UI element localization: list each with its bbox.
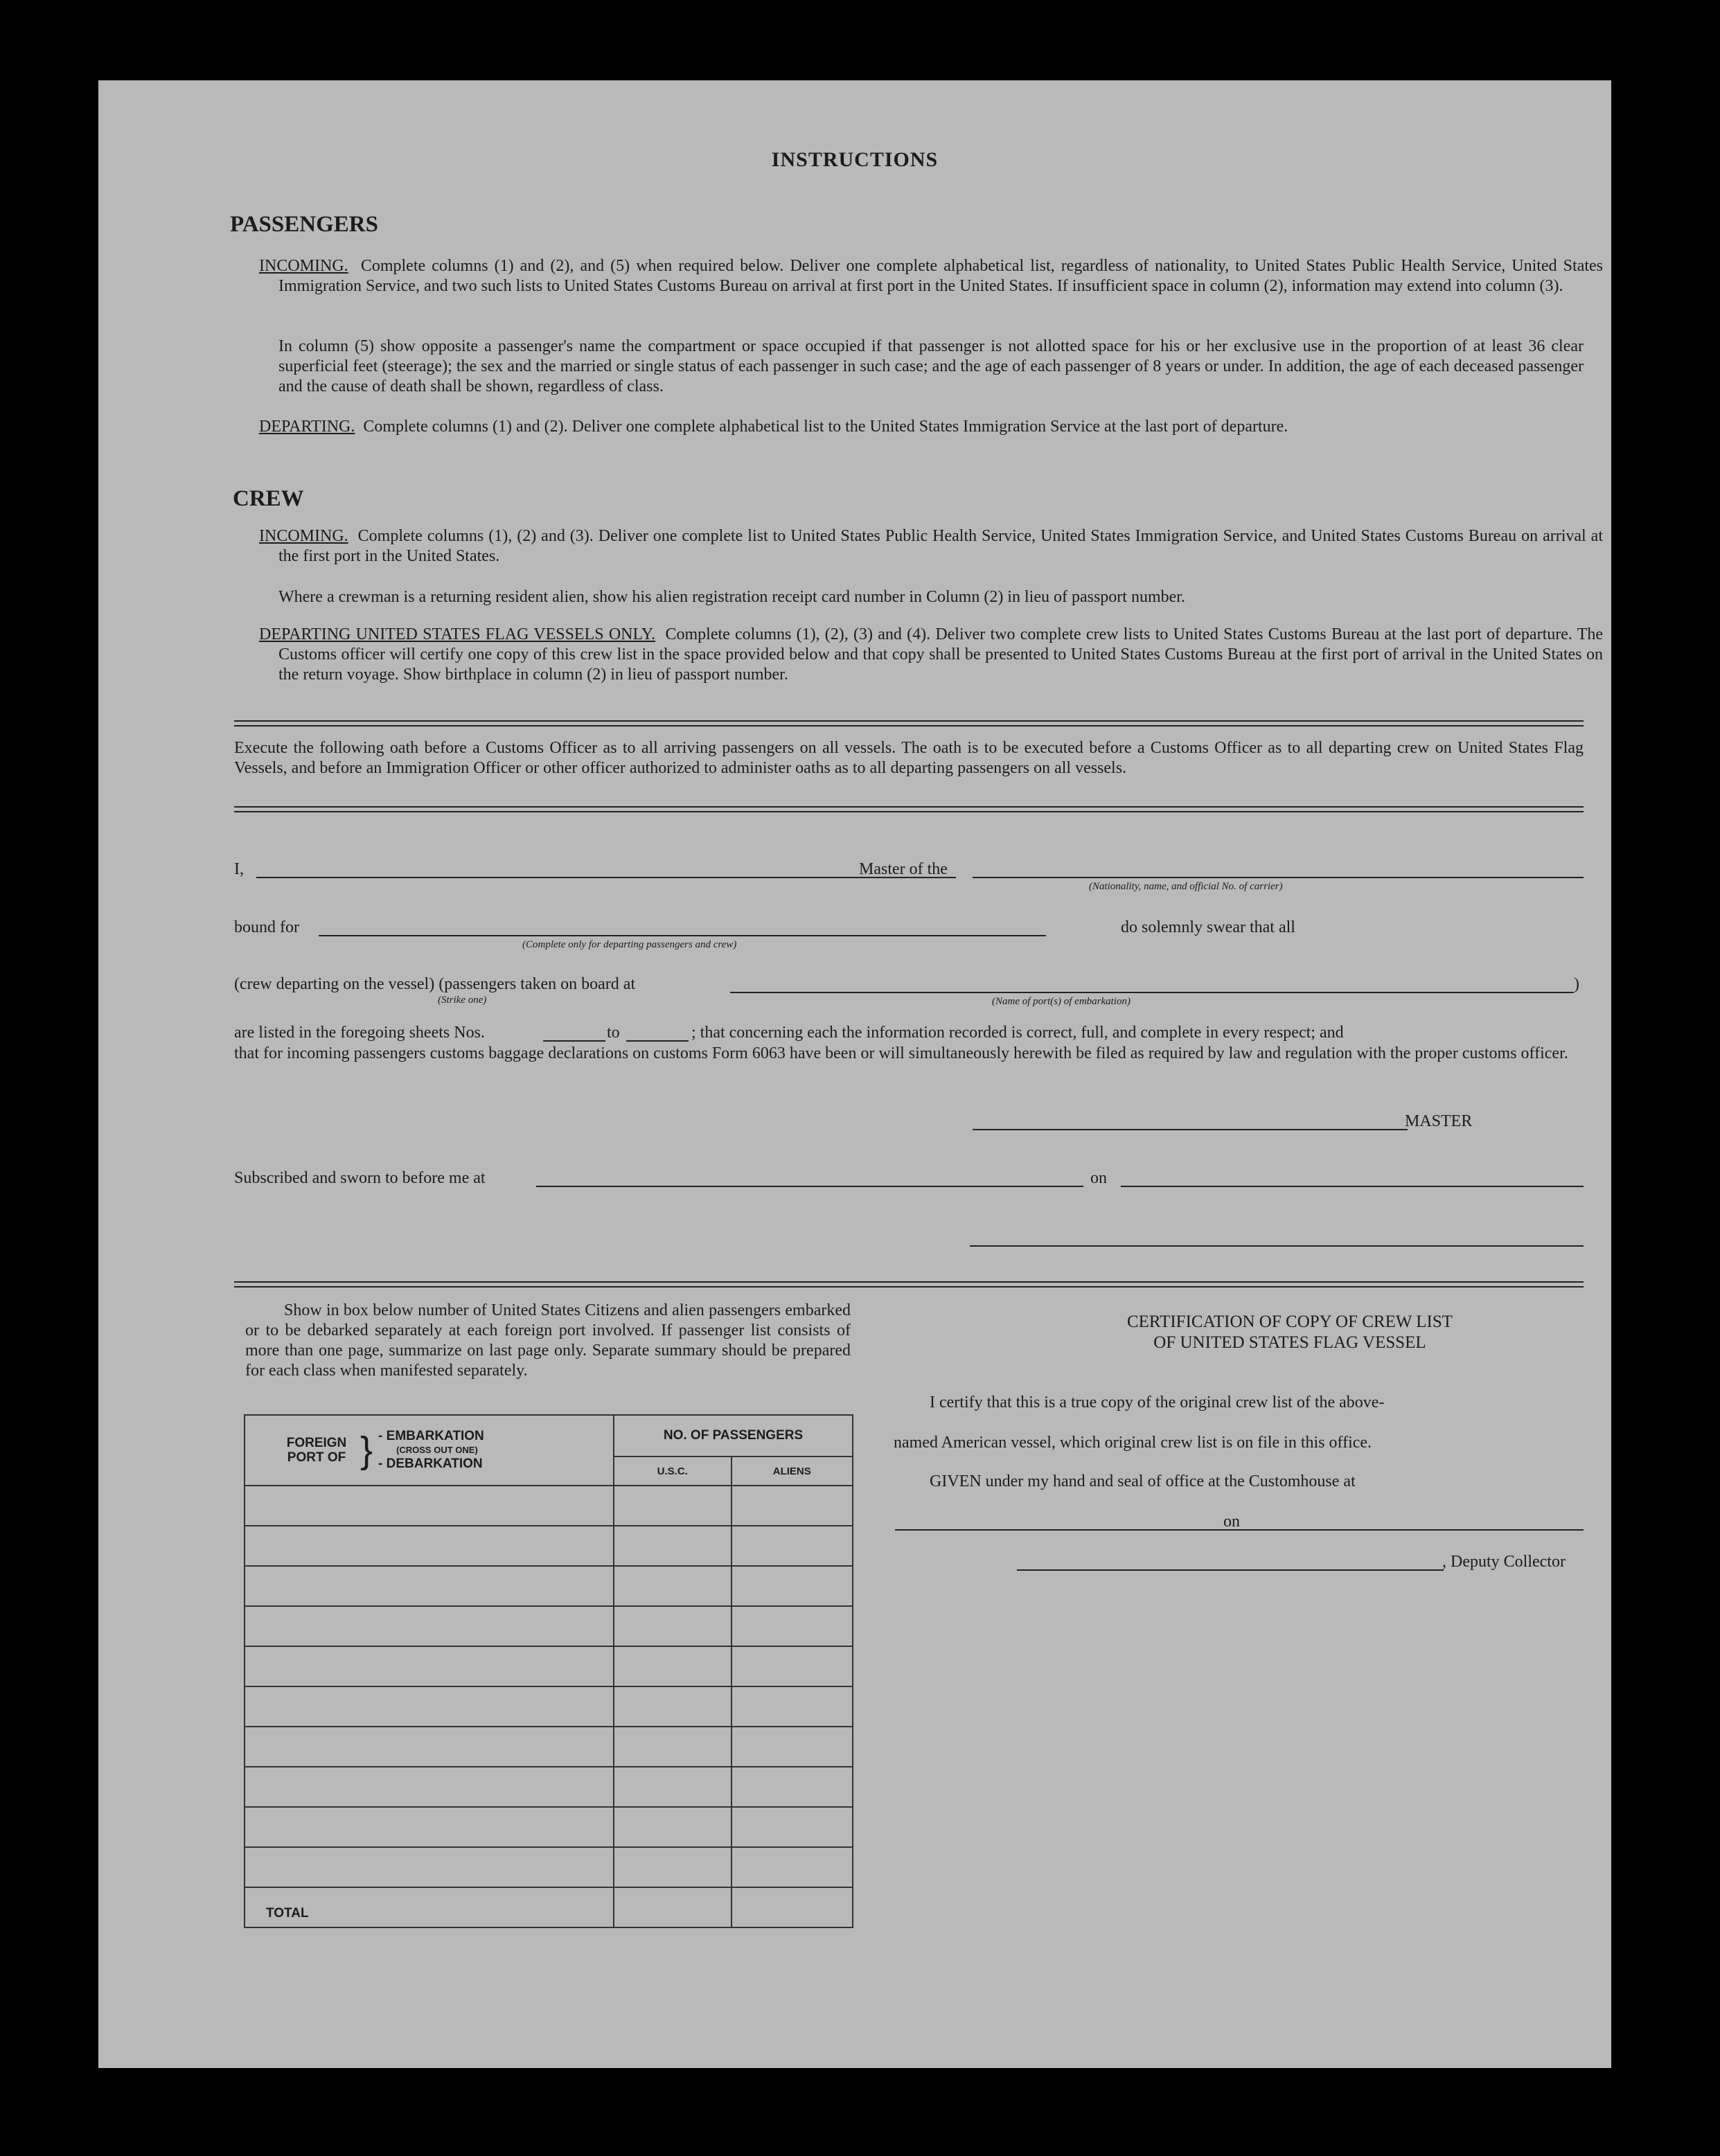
aliens-header: ALIENS <box>732 1456 853 1486</box>
certification-heading-line2: OF UNITED STATES FLAG VESSEL <box>1153 1333 1426 1352</box>
total-row <box>245 1887 853 1927</box>
table-row <box>245 1767 853 1807</box>
usc-cell[interactable] <box>614 1686 731 1727</box>
usc-header: U.S.C. <box>614 1456 731 1486</box>
given-text: GIVEN under my hand and seal of office at the Customhouse at <box>930 1472 1356 1490</box>
passengers-column5-paragraph: In column (5) show opposite a passenger's name the compartment or space occupied if that passenger is not allotted space for his or her exclusive use in the proportion of at least 36 clear superficial feet (steerage); the sex and the married or single status of each passenger in such case; and the age of each passenger of 8 years or under. In addition, the age of each deceased passenger and the cause of death shall be shown, regardless of class. <box>278 337 1584 395</box>
master-signature-field[interactable] <box>973 1129 1408 1130</box>
usc-cell[interactable] <box>614 1727 731 1767</box>
port-cell[interactable] <box>245 1686 614 1727</box>
port-cell[interactable] <box>245 1767 614 1807</box>
aliens-cell[interactable] <box>732 1606 853 1646</box>
usc-cell[interactable] <box>614 1767 731 1807</box>
table-row <box>245 1686 853 1727</box>
aliens-cell[interactable] <box>732 1686 853 1727</box>
foreign-port-label: FOREIGN PORT OF <box>286 1436 347 1465</box>
subscribed-place-field[interactable] <box>536 1186 1083 1187</box>
passengers-incoming-label: INCOMING. <box>259 257 348 275</box>
brace-icon: } <box>360 1429 373 1471</box>
port-cell[interactable] <box>245 1566 614 1606</box>
officer-signature-field[interactable] <box>970 1245 1584 1247</box>
usc-cell[interactable] <box>614 1526 731 1566</box>
summary-instructions: Show in box below number of United States Citizens and alien passengers embarked or to be debarked separately at each foreign port involved. If passenger list consists of more than one page, summarize on last page only. Separate summary should be prepared for each class when manifested separately. <box>245 1301 851 1380</box>
swear-label: do solemnly swear that all <box>1121 918 1295 936</box>
crew-resident-paragraph: Where a crewman is a returning resident alien, show his alien registration receipt card number in Column (2) in lieu of passport number. <box>278 588 1185 606</box>
form-page <box>98 80 1611 2068</box>
no-passengers-header: NO. OF PASSENGERS <box>614 1415 853 1456</box>
deputy-collector-label: , Deputy Collector <box>1442 1553 1566 1571</box>
table-row <box>245 1526 853 1566</box>
usc-cell[interactable] <box>614 1847 731 1887</box>
port-cell[interactable] <box>245 1606 614 1646</box>
total-label: TOTAL <box>245 1887 614 1927</box>
aliens-cell[interactable] <box>732 1526 853 1566</box>
port-cell[interactable] <box>245 1526 614 1566</box>
cross-out-label: (CROSS OUT ONE) <box>396 1445 478 1455</box>
crew-incoming-paragraph <box>259 526 1603 567</box>
listed-prefix: are listed in the foregoing sheets Nos. <box>234 1024 485 1042</box>
aliens-cell[interactable] <box>732 1646 853 1686</box>
carrier-field[interactable] <box>973 877 1584 878</box>
certify-line1: I certify that this is a true copy of the original crew list of the above- <box>930 1393 1385 1411</box>
sheet-from-field[interactable] <box>543 1040 605 1042</box>
crew-departing-label: (crew departing on the vessel) (passengers taken on board at <box>234 975 636 993</box>
aliens-cell[interactable] <box>732 1566 853 1606</box>
subscribed-date-field[interactable] <box>1121 1186 1584 1187</box>
certification-heading-line1: CERTIFICATION OF COPY OF CREW LIST <box>1126 1312 1453 1331</box>
debarkation-label: - DEBARKATION <box>378 1456 483 1471</box>
subscribed-on-label: on <box>1090 1169 1107 1187</box>
table-row <box>245 1566 853 1606</box>
crew-incoming-text: Complete columns (1), (2) and (3). Deliver one complete list to United States Public Health Service, United States Immigration Service, and United States Customs Bureau on arrival at the first port in the United States. <box>278 527 1603 565</box>
usc-cell[interactable] <box>614 1606 731 1646</box>
port-cell[interactable] <box>245 1807 614 1847</box>
usc-total-cell[interactable] <box>614 1887 731 1927</box>
foreign-port-header <box>245 1415 614 1486</box>
passengers-heading: PASSENGERS <box>230 212 378 237</box>
table-row <box>245 1807 853 1847</box>
table-row <box>245 1606 853 1646</box>
divider <box>234 720 1584 727</box>
certify-line2: named American vessel, which original crew list is on file in this office. <box>894 1434 1372 1452</box>
port-cell[interactable] <box>245 1486 614 1526</box>
table-row <box>245 1646 853 1686</box>
passengers-departing-paragraph <box>259 417 1603 437</box>
aliens-cell[interactable] <box>732 1486 853 1526</box>
passengers-incoming-paragraph <box>259 256 1603 296</box>
passengers-departing-label: DEPARTING. <box>259 418 355 436</box>
crew-departing-label: DEPARTING UNITED STATES FLAG VESSELS ONLY. <box>259 625 655 643</box>
close-paren: ) <box>1574 975 1579 993</box>
crew-departing-paragraph <box>259 625 1603 685</box>
listed-suffix: ; that concerning each the information recorded is correct, full, and complete in every respect; and <box>691 1024 1344 1042</box>
port-cell[interactable] <box>245 1847 614 1887</box>
aliens-total-cell[interactable] <box>732 1887 853 1927</box>
table-row <box>245 1486 853 1526</box>
master-label: MASTER <box>1405 1112 1473 1130</box>
sheet-to-field[interactable] <box>626 1040 689 1042</box>
carrier-caption: (Nationality, name, and official No. of carrier) <box>1089 881 1283 892</box>
certification-date-field[interactable] <box>1252 1529 1584 1531</box>
subscribed-label: Subscribed and sworn to before me at <box>234 1169 486 1187</box>
crew-incoming-label: INCOMING. <box>259 527 348 545</box>
crew-heading: CREW <box>233 486 304 511</box>
port-cell[interactable] <box>245 1646 614 1686</box>
port-cell[interactable] <box>245 1727 614 1767</box>
table-row <box>245 1847 853 1887</box>
strike-caption: (Strike one) <box>438 995 487 1006</box>
table-row <box>245 1727 853 1767</box>
bound-caption: (Complete only for departing passengers and crew) <box>522 939 737 950</box>
certification-on-label: on <box>1223 1513 1240 1531</box>
usc-cell[interactable] <box>614 1646 731 1686</box>
page-title: INSTRUCTIONS <box>771 148 939 171</box>
passengers-incoming-text: Complete columns (1) and (2), and (5) when required below. Deliver one complete alphabetical list, regardless of nationality, to United States Public Health Service, United States Immigration Service, and two such lists to United States Customs Bureau on arrival at first port in the United States. If insufficient space in column (2), information may extend into column (3). <box>278 257 1604 295</box>
to-label: to <box>607 1024 620 1042</box>
passenger-summary-table <box>244 1414 853 1928</box>
master-of-label: Master of the <box>859 860 948 878</box>
embarkation-port-field[interactable] <box>730 992 1574 993</box>
bound-for-field[interactable] <box>319 935 1046 936</box>
embarkation-caption: (Name of port(s) of embarkation) <box>992 996 1131 1007</box>
aliens-cell[interactable] <box>732 1727 853 1767</box>
divider <box>234 806 1584 812</box>
embarkation-label: - EMBARKATION <box>378 1429 484 1443</box>
usc-cell[interactable] <box>614 1566 731 1606</box>
certification-heading <box>992 1312 1588 1353</box>
aliens-cell[interactable] <box>732 1847 853 1887</box>
deputy-signature-field[interactable] <box>1017 1569 1444 1571</box>
bound-for-label: bound for <box>234 918 299 936</box>
listed-line2: that for incoming passengers customs baggage declarations on customs Form 6063 have been or will simultaneously herewith be filed as required by law and regulation with the proper customs officer. <box>234 1044 1568 1062</box>
crew-departing-text: Complete columns (1), (2), (3) and (4). Deliver two complete crew lists to United States Customs Bureau at the last port of departure. The Customs officer will certify one copy of this crew list in the space provided below and that copy shall be presented to United States Customs Bureau at the first port of arrival in the United States on the return voyage. Show birthplace in column (2) in lieu of passport number. <box>278 625 1604 684</box>
aliens-cell[interactable] <box>732 1807 853 1847</box>
usc-cell[interactable] <box>614 1807 731 1847</box>
divider <box>234 1281 1584 1288</box>
oath-instructions: Execute the following oath before a Customs Officer as to all arriving passengers on all vessels. The oath is to be executed before a Customs Officer as to all departing crew on United States Flag Vessels, and before an Immigration Officer or other officer authorized to administer oaths as to all departing passengers on all vessels. <box>234 739 1584 777</box>
master-name-field[interactable] <box>256 877 956 878</box>
usc-cell[interactable] <box>614 1486 731 1526</box>
oath-i-label: I, <box>234 860 244 878</box>
passengers-departing-text: Complete columns (1) and (2). Deliver one complete alphabetical list to the United States Immigration Service at the last port of departure. <box>363 418 1288 436</box>
aliens-cell[interactable] <box>732 1767 853 1807</box>
